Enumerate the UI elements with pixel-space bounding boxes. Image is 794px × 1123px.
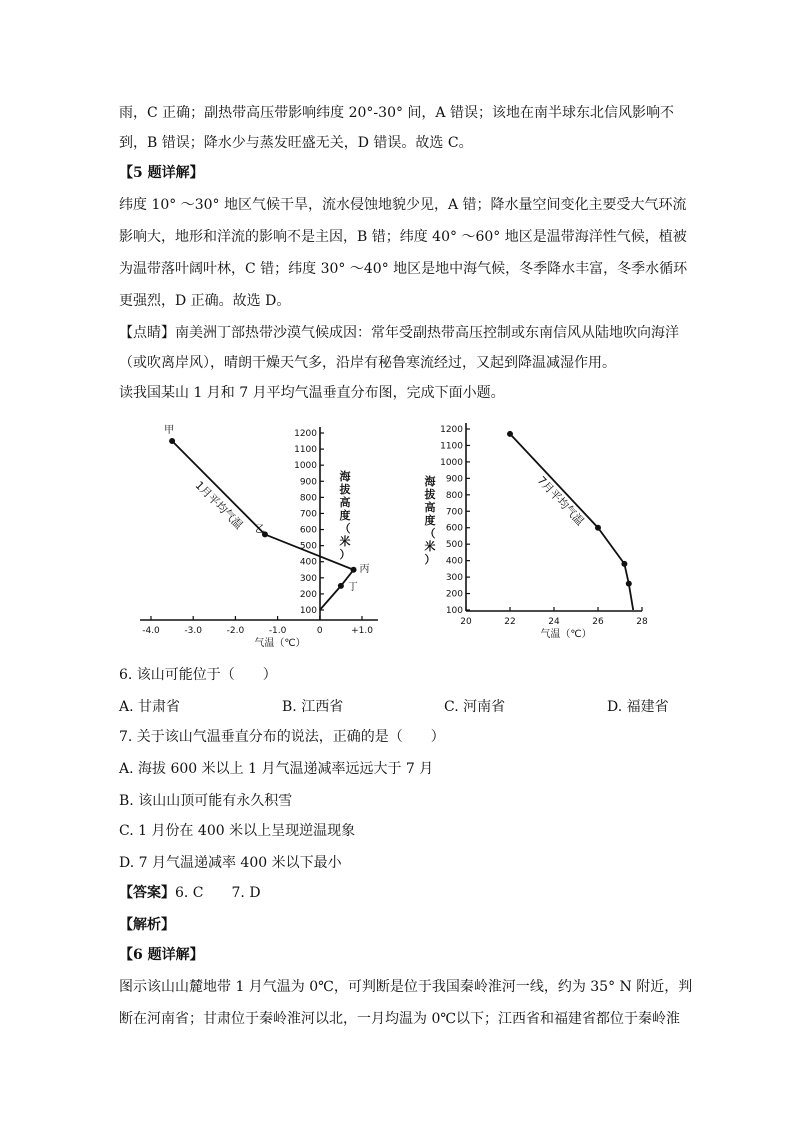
y-tick-label: 400 — [299, 557, 317, 568]
y-tick-label: 1100 — [294, 445, 317, 456]
x-tick-label: -4.0 — [142, 626, 160, 636]
paragraph-line: 为温带落叶阔叶林，C 错；纬度 30° ～40° 地区是地中海气候，冬季降水丰富，冬季水循环 — [119, 261, 688, 277]
analysis-line: 图示该山山麓地带 1 月气温为 0℃，可判断是位于我国秦岭淮河一线，约为 35° N 附近，判 — [119, 979, 693, 995]
july-temperature-chart — [420, 415, 660, 650]
y-tick-label: 300 — [445, 573, 463, 584]
y-tick-label: 200 — [299, 589, 317, 600]
y-tick-label: 100 — [299, 606, 317, 616]
q6-option-a[interactable]: A. 甘肃省 — [119, 699, 181, 715]
x-tick-label: +1.0 — [351, 626, 373, 636]
x-tick-label: 24 — [548, 617, 560, 627]
y-tick-label: 100 — [445, 606, 463, 616]
x-tick-label: -3.0 — [184, 626, 202, 636]
data-point — [595, 525, 601, 531]
y-tick-label: 300 — [299, 573, 317, 584]
paragraph-line: 纬度 10° ～30° 地区气候干旱，流水侵蚀地貌少见，A 错；降水量空间变化主要受大气环流 — [119, 197, 687, 213]
x-tick-label: -1.0 — [268, 626, 287, 636]
q6-option-d[interactable]: D. 福建省 — [607, 699, 669, 715]
y-tick-label: 1000 — [440, 457, 463, 468]
y-axis-label-char: （ — [339, 522, 351, 535]
question-7: 7. 关于该山气温垂直分布的说法，正确的是（ ） — [119, 729, 445, 745]
series-name: 7月平均气温 — [534, 473, 587, 529]
y-axis-label-char: 拔 — [339, 483, 351, 496]
y-tick-label: 500 — [299, 541, 317, 552]
y-tick-label: 500 — [445, 540, 463, 551]
january-temperature-chart — [130, 415, 390, 650]
q7-option-d[interactable]: D. 7 月气温递减率 400 米以下最小 — [119, 855, 342, 871]
section-heading-6: 【6 题详解】 — [119, 947, 204, 963]
y-axis-label-char: 米 — [339, 535, 351, 548]
x-tick-label: 22 — [504, 617, 516, 627]
intro-line: 读我国某山 1 月和 7 月平均气温垂直分布图，完成下面小题。 — [119, 385, 505, 401]
y-tick-label: 900 — [445, 474, 463, 485]
paragraph-line: 到，B 错误；降水少与蒸发旺盛无关，D 错误。故选 C。 — [119, 135, 473, 151]
x-axis-label: 气温（℃） — [540, 629, 592, 640]
x-tick-label: 26 — [592, 617, 604, 627]
answer-line — [119, 883, 679, 903]
paragraph-line: 雨，C 正确；副热带高压带影响纬度 20°-30° 间，A 错误；该地在南半球东北信风影响不 — [119, 105, 674, 121]
q6-option-c[interactable]: C. 河南省 — [444, 699, 506, 715]
x-axis-label: 气温（℃） — [254, 638, 306, 649]
data-point — [351, 567, 357, 573]
answer-label: 【答案】 — [119, 885, 175, 901]
section-heading-5: 【5 题详解】 — [119, 165, 204, 181]
x-tick-label: 0 — [316, 626, 323, 636]
tip-line: 【点睛】南美洲丁部热带沙漠气候成因：常年受副热带高压控制或东南信风从陆地吹向海洋 — [119, 325, 679, 341]
y-tick-label: 1200 — [440, 425, 463, 435]
y-tick-label: 700 — [299, 509, 317, 520]
y-tick-label: 400 — [445, 556, 463, 567]
answer-value: 6. C 7. D — [175, 885, 261, 901]
y-tick-label: 200 — [445, 589, 463, 600]
data-point — [621, 561, 627, 567]
point-label: 甲 — [164, 425, 175, 437]
y-tick-label: 600 — [299, 525, 317, 536]
y-tick-label: 900 — [299, 477, 317, 488]
x-tick-label: 28 — [636, 617, 648, 627]
paragraph-line: 更强烈，D 正确。故选 D。 — [119, 293, 291, 309]
q7-option-b[interactable]: B. 该山山顶可能有永久积雪 — [119, 793, 293, 809]
q7-option-c[interactable]: C. 1 月份在 400 米以上呈现逆温现象 — [119, 823, 356, 839]
tip-line: （或吹离岸风），晴朗干燥天气多，沿岸有秘鲁寒流经过，又起到降温减湿作用。 — [119, 355, 616, 371]
x-tick-label: 20 — [460, 617, 472, 627]
y-tick-label: 1200 — [294, 429, 317, 439]
data-point — [338, 583, 344, 589]
y-tick-label: 700 — [445, 507, 463, 518]
y-axis-label-char: 度 — [424, 514, 436, 527]
question-6: 6. 该山可能位于（ ） — [119, 667, 277, 683]
q7-option-a[interactable]: A. 海拔 600 米以上 1 月气温递减率远远大于 7 月 — [119, 761, 434, 777]
y-axis-label-char: 度 — [339, 509, 351, 522]
point-label: 乙 — [254, 524, 265, 536]
paragraph-line: 影响大，地形和洋流的影响不是主因，B 错；纬度 40° ～60° 地区是温带海洋性气候，植被 — [119, 229, 687, 245]
series-name: 1月平均气温 — [192, 478, 246, 532]
y-axis-label-char: ） — [424, 553, 436, 566]
y-axis-label-char: 海 — [339, 470, 351, 483]
y-axis-label-char: 高 — [339, 496, 351, 509]
data-point — [507, 431, 513, 437]
y-axis-label-char: 拔 — [424, 488, 436, 501]
y-axis-label-char: （ — [424, 527, 436, 540]
point-label: 丙 — [359, 563, 370, 575]
y-tick-label: 800 — [445, 490, 463, 501]
x-tick-label: -2.0 — [226, 626, 245, 636]
data-point — [626, 581, 632, 587]
analysis-heading: 【解析】 — [119, 917, 175, 933]
analysis-line: 断在河南省；甘肃位于秦岭淮河以北，一月均温为 0℃以下；江西省和福建省都位于秦岭淮 — [119, 1011, 681, 1027]
y-axis-label-char: 高 — [424, 501, 436, 514]
y-tick-label: 1100 — [440, 441, 463, 452]
y-tick-label: 600 — [445, 523, 463, 534]
point-label: 丁 — [347, 581, 358, 593]
y-tick-label: 1000 — [294, 461, 317, 472]
y-tick-label: 800 — [299, 493, 317, 504]
y-axis-label-char: ） — [339, 548, 351, 561]
q6-option-b[interactable]: B. 江西省 — [282, 699, 344, 715]
y-axis-label-char: 海 — [424, 475, 436, 488]
data-point — [169, 438, 175, 444]
y-axis-label-char: 米 — [424, 540, 436, 553]
